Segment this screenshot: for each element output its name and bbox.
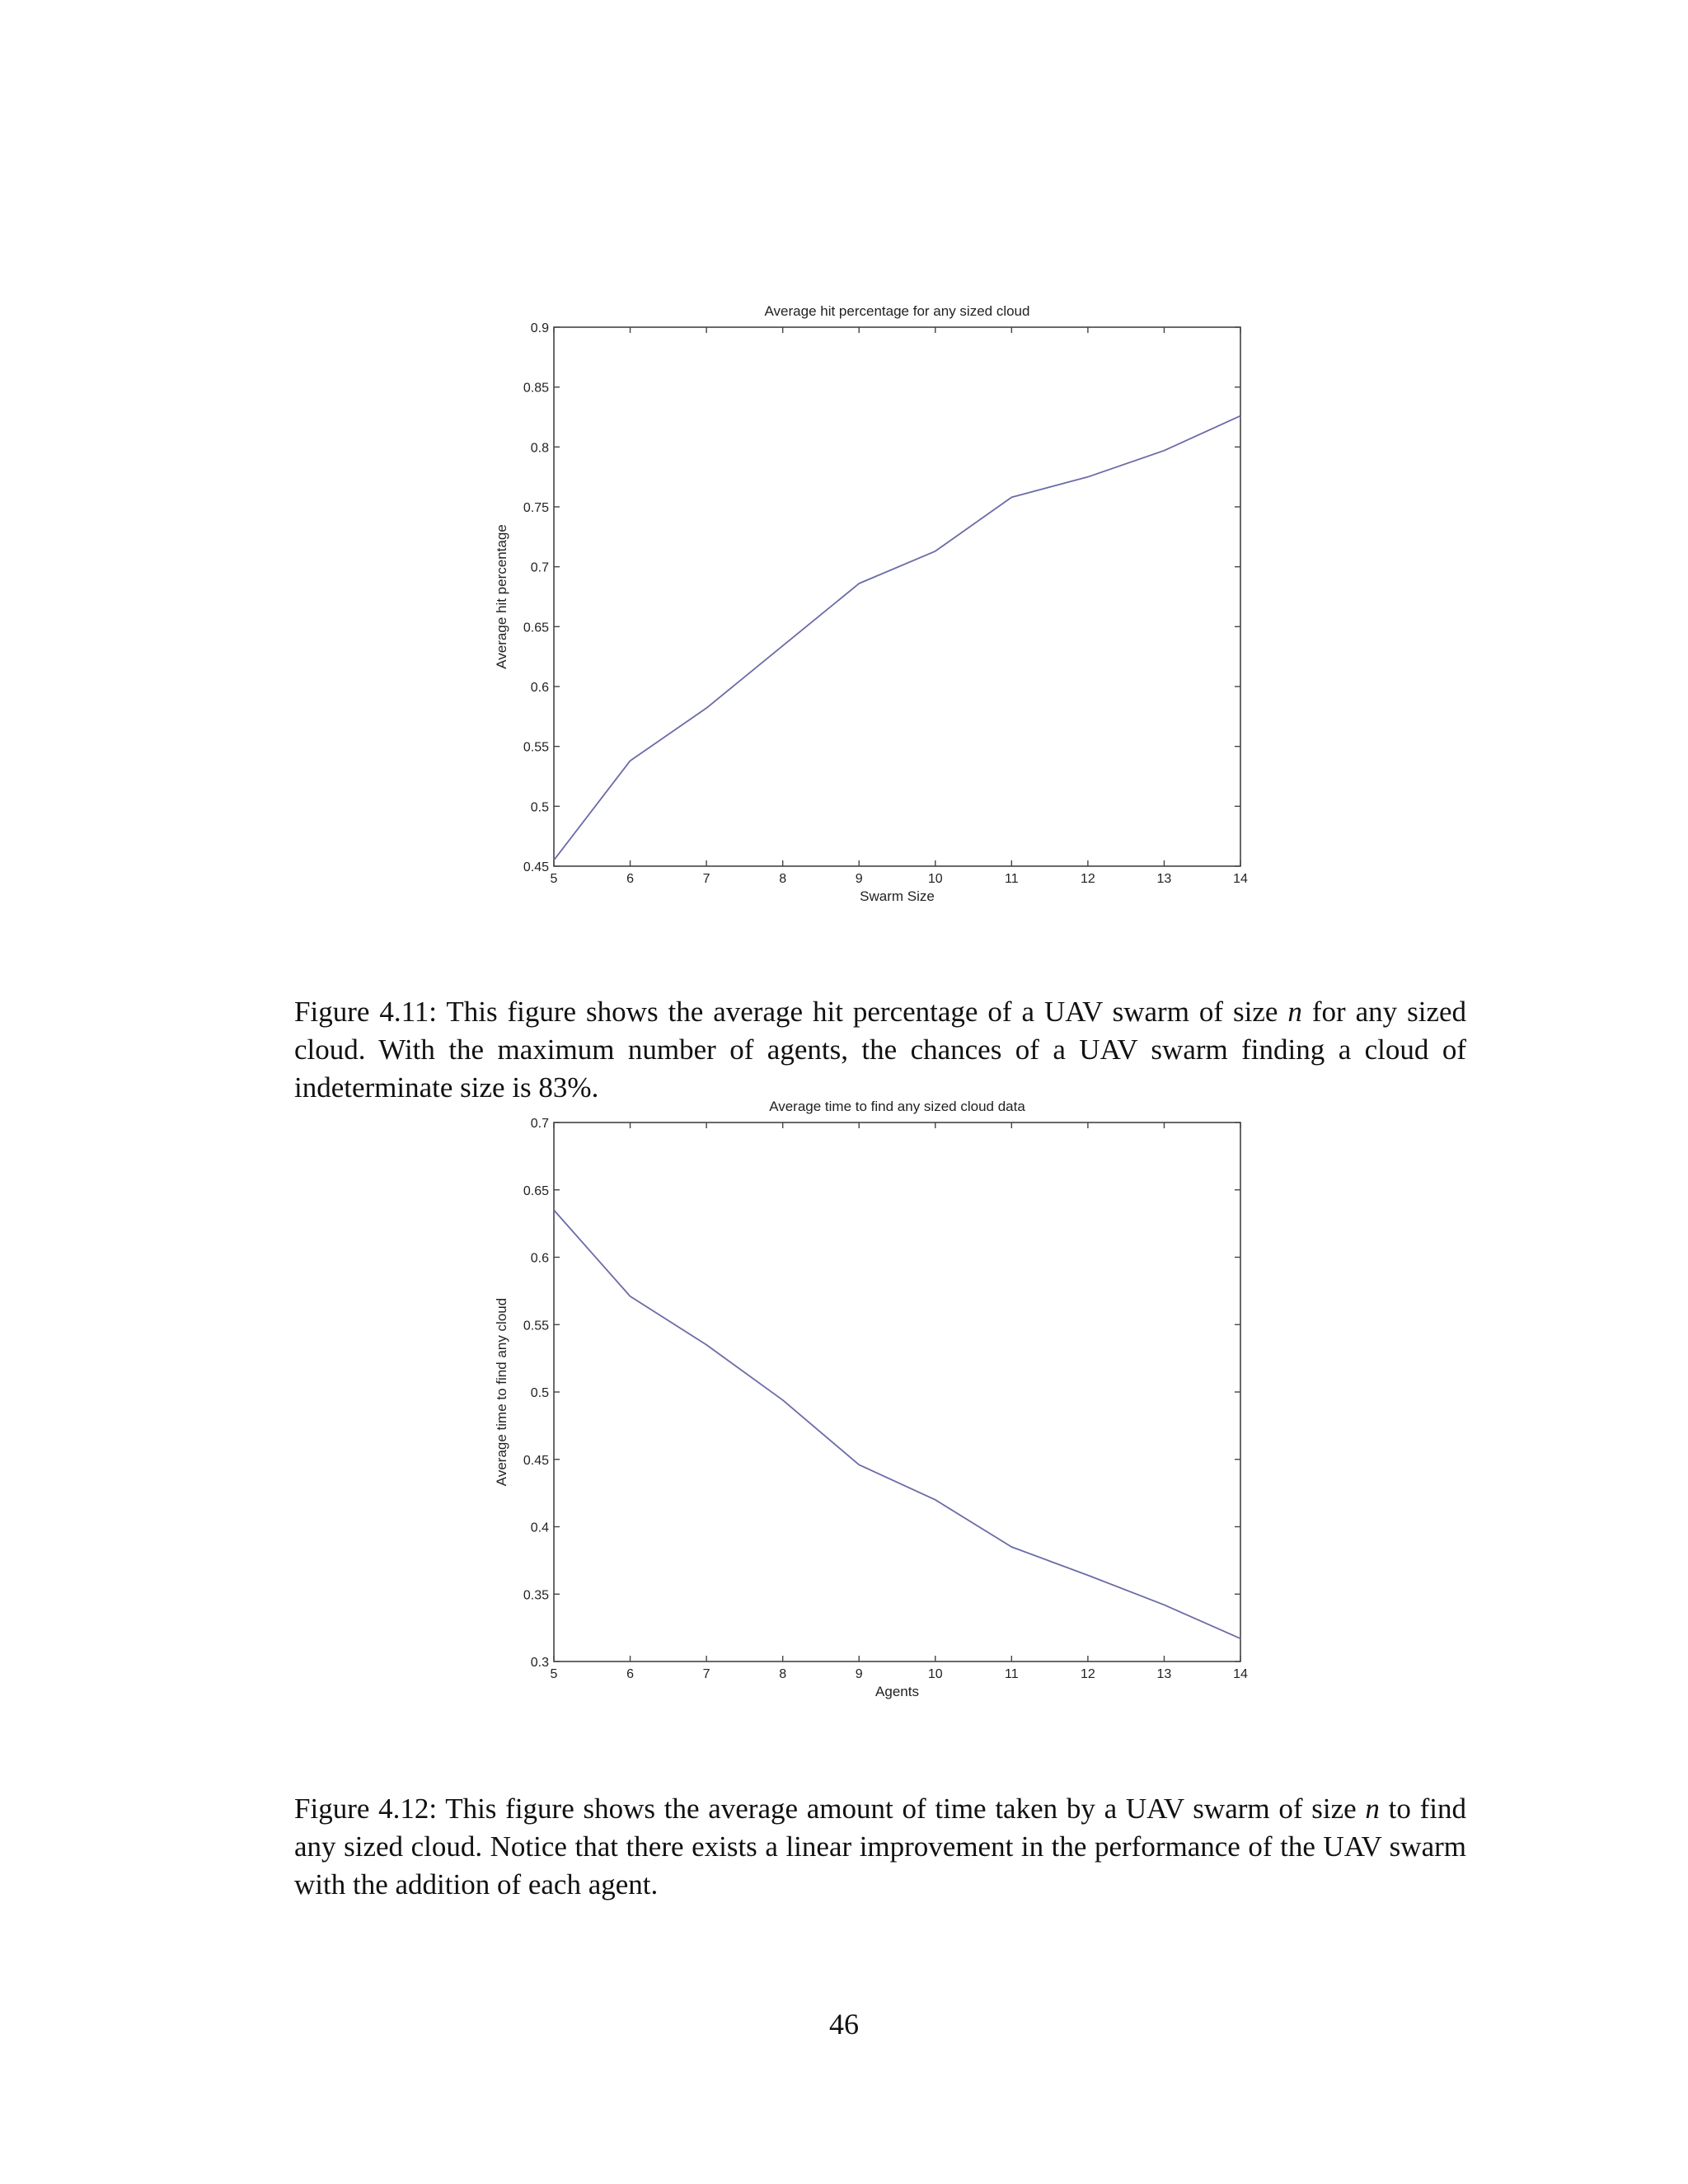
- y-tick-label: 0.8: [530, 441, 549, 456]
- caption-label: Figure 4.12:: [294, 1793, 438, 1825]
- x-tick-label: 12: [1080, 1667, 1095, 1681]
- x-tick-label: 8: [779, 872, 787, 886]
- y-tick-label: 0.6: [530, 681, 549, 695]
- caption-text: to find any sized cloud. Notice that there exists a linear improvement in the performance of the UAV swarm with the addition of each agent.: [294, 1793, 1466, 1900]
- caption-text: for any sized cloud. With the maximum number of agents, the chances of a UAV swarm finding a cloud of indeterminate size is 83%.: [294, 996, 1467, 1104]
- y-tick-label: 0.3: [530, 1656, 549, 1670]
- y-tick-label: 0.4: [530, 1521, 549, 1535]
- x-tick-label: 12: [1080, 872, 1095, 886]
- chart-title: Average hit percentage for any sized cloud: [764, 303, 1030, 319]
- y-tick-label: 0.7: [530, 1117, 549, 1131]
- figure-4-12-caption: [294, 1790, 1466, 1904]
- page-number: 46: [829, 2008, 859, 2041]
- x-tick-label: 7: [702, 872, 710, 886]
- x-tick-label: 11: [1005, 872, 1019, 886]
- plot-frame: [554, 327, 1240, 866]
- x-tick-label: 8: [779, 1667, 787, 1681]
- x-tick-label: 9: [855, 872, 863, 886]
- y-tick-label: 0.7: [530, 560, 549, 575]
- x-tick-label: 5: [550, 1667, 558, 1681]
- series-line: [554, 1210, 1240, 1638]
- x-tick-label: 13: [1156, 1667, 1172, 1681]
- figure-4-12-chart: [462, 1080, 1286, 1722]
- x-tick-label: 6: [626, 872, 635, 886]
- y-tick-label: 0.45: [523, 1453, 549, 1468]
- y-tick-label: 0.35: [523, 1588, 549, 1603]
- y-tick-label: 0.65: [523, 1183, 549, 1198]
- caption-variable: n: [1365, 1793, 1380, 1825]
- y-tick-label: 0.9: [530, 321, 549, 335]
- y-tick-label: 0.65: [523, 621, 549, 635]
- x-tick-label: 14: [1233, 1667, 1248, 1681]
- y-tick-label: 0.5: [530, 1386, 549, 1400]
- y-tick-label: 0.6: [530, 1251, 549, 1266]
- x-tick-label: 11: [1005, 1667, 1019, 1681]
- chart-title: Average time to find any sized cloud data: [769, 1099, 1025, 1114]
- y-axis-label: Average hit percentage: [494, 524, 509, 669]
- y-tick-label: 0.85: [523, 381, 549, 396]
- y-tick-label: 0.45: [523, 860, 549, 874]
- x-tick-label: 13: [1156, 872, 1172, 886]
- x-axis-label: Swarm Size: [860, 888, 935, 904]
- x-axis-label: Agents: [875, 1684, 919, 1699]
- hit-percentage-line-chart: [462, 284, 1286, 927]
- caption-text: This figure shows the average amount of time taken by a UAV swarm of size: [445, 1793, 1357, 1825]
- y-tick-label: 0.5: [530, 800, 549, 815]
- x-tick-label: 10: [927, 1667, 943, 1681]
- time-to-find-line-chart: [462, 1080, 1286, 1722]
- x-tick-label: 9: [855, 1667, 863, 1681]
- y-tick-label: 0.55: [523, 740, 549, 755]
- series-line: [554, 416, 1240, 860]
- x-tick-label: 10: [927, 872, 943, 886]
- plot-frame: [554, 1122, 1240, 1661]
- x-tick-label: 5: [550, 872, 558, 886]
- y-tick-label: 0.55: [523, 1319, 549, 1333]
- x-tick-label: 7: [702, 1667, 710, 1681]
- x-tick-label: 14: [1233, 872, 1248, 886]
- caption-label: Figure 4.11:: [294, 996, 438, 1028]
- y-tick-label: 0.75: [523, 501, 549, 515]
- caption-variable: n: [1287, 996, 1302, 1028]
- caption-text: This figure shows the average hit percentage of a UAV swarm of size: [446, 996, 1278, 1028]
- figure-4-11-chart: [462, 284, 1286, 927]
- x-tick-label: 6: [626, 1667, 635, 1681]
- y-axis-label: Average time to find any cloud: [494, 1297, 509, 1487]
